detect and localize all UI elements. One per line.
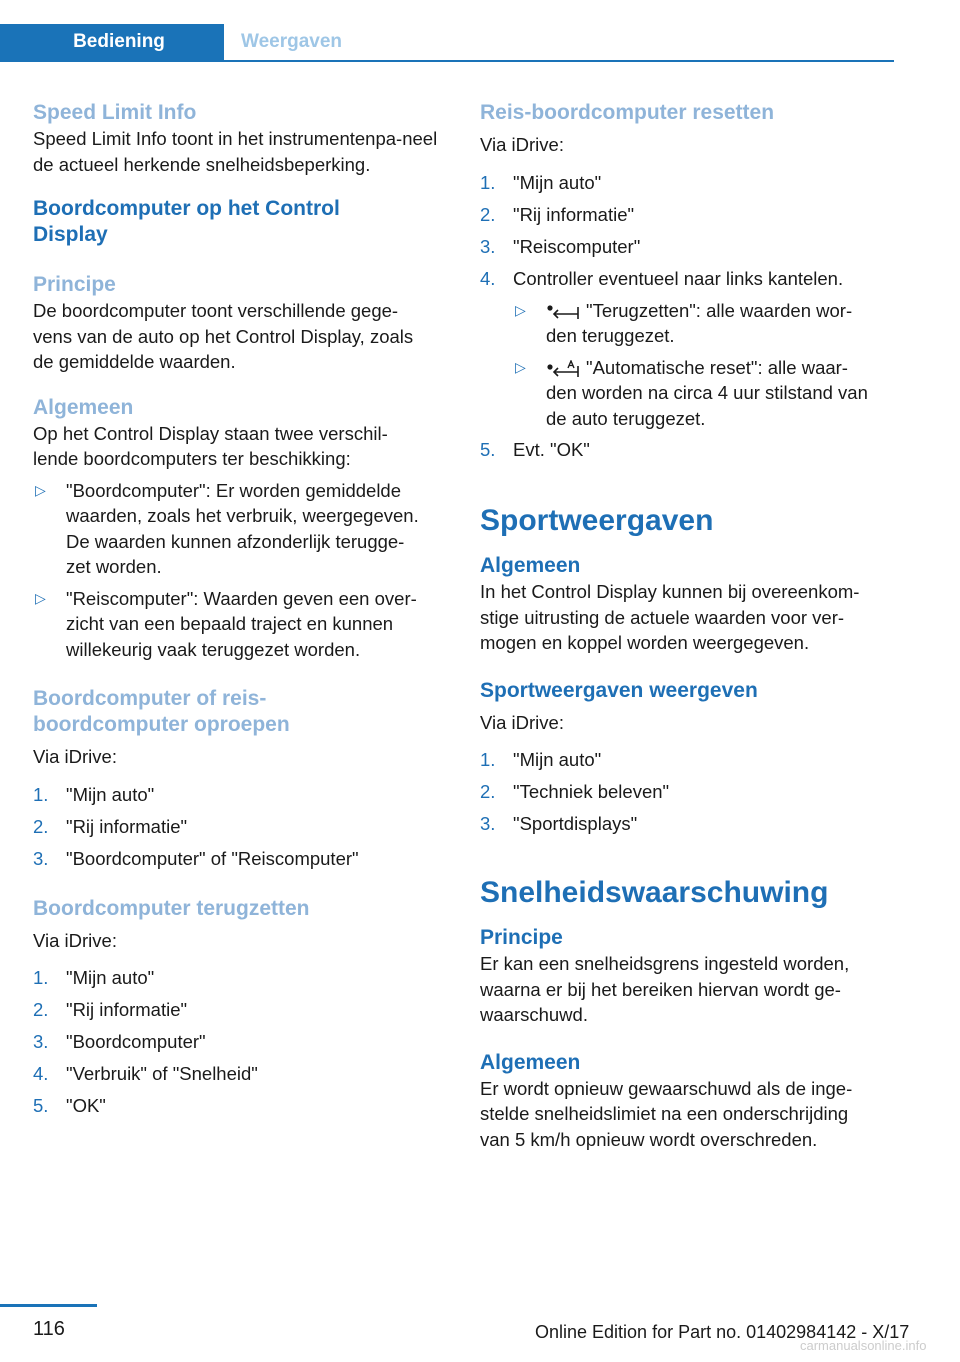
left-column <box>33 100 449 1125</box>
step-text: "Rij informatie" <box>66 999 188 1020</box>
oproepen-heading <box>33 686 449 738</box>
text-line: stelde snelheidslimiet na een onderschrijding <box>480 1103 849 1124</box>
list-item <box>480 202 896 228</box>
algemeen-heading: Algemeen <box>480 1050 581 1074</box>
reset-arrow-icon <box>546 304 580 320</box>
terugzetten-steps <box>33 965 449 1119</box>
list-item <box>33 1093 449 1119</box>
speed-limit-info-text <box>33 126 449 177</box>
step-number: 1. <box>33 967 49 988</box>
step-text: "Rij informatie" <box>513 203 635 225</box>
step-number: 3. <box>33 1031 49 1052</box>
list-item <box>33 846 449 872</box>
boordcomputer-bullet-list <box>33 478 449 663</box>
via-idrive-label: Via iDrive: <box>480 711 564 733</box>
list-item <box>33 586 449 663</box>
via-idrive-label: Via iDrive: <box>33 746 117 767</box>
bullet-line: de auto teruggezet. <box>546 407 706 429</box>
bullet-line: "Reiscomputer": Waarden geven een over- <box>66 587 417 609</box>
resetten-steps <box>480 170 896 292</box>
heading-line-2: Display <box>33 223 108 246</box>
footer-rule <box>0 1304 97 1307</box>
heading-line-2: boordcomputer oproepen <box>33 713 290 736</box>
algemeen-line-1: Op het Control Display staan twee verschil- <box>33 422 388 444</box>
bullet-line: den teruggezet. <box>546 325 675 346</box>
list-item <box>33 814 449 840</box>
step-text: "Rij informatie" <box>66 815 188 837</box>
bullet-line: den worden na circa 4 uur stilstand van <box>546 382 868 403</box>
principe-text <box>33 298 449 375</box>
list-item <box>480 779 896 805</box>
heading-line-1: Boordcomputer of reis- <box>33 687 267 710</box>
step-text: "Boordcomputer" of "Reiscomputer" <box>66 847 359 869</box>
resetten-sub-list <box>513 298 896 432</box>
step-number: 2. <box>33 815 49 837</box>
via-idrive-label: Via iDrive: <box>33 929 117 951</box>
list-item <box>33 997 449 1023</box>
bullet-line: zicht van een bepaald traject en kunnen <box>66 613 394 634</box>
snelheid-algemeen-text <box>480 1076 896 1153</box>
step-text: "Reiscomputer" <box>513 235 641 257</box>
snelheid-principe-text <box>480 951 896 1028</box>
text-line: In het Control Display kunnen bij overeenkom- <box>480 581 860 602</box>
triangle-bullet-icon: ▷ <box>515 358 526 375</box>
auto-reset-icon <box>546 360 580 378</box>
principe-heading: Principe <box>480 926 563 949</box>
step-text: "OK" <box>66 1095 106 1116</box>
sportweergaven-steps <box>480 747 896 837</box>
bullet-line: De waarden kunnen afzonderlijk terugge- <box>66 530 405 552</box>
principe-line-1: De boordcomputer toont verschillende gege- <box>33 300 399 321</box>
list-item <box>480 170 896 196</box>
step-text: Evt. "OK" <box>513 439 590 460</box>
step-text: "Mijn auto" <box>513 171 602 193</box>
step-text: "Sportdisplays" <box>513 813 638 834</box>
header-rule <box>0 60 894 62</box>
step-text: "Verbruik" of "Snelheid" <box>66 1063 258 1084</box>
principe-line-3: de gemiddelde waarden. <box>33 351 236 372</box>
tab-weergaven[interactable]: Weergaven <box>241 31 343 52</box>
algemeen-text <box>33 421 449 472</box>
speed-limit-info-text-span: Speed Limit Info toont in het instrumentenpa-neel de actueel herkende snelheidsbeperking. <box>33 128 438 175</box>
list-item <box>33 965 449 991</box>
list-item <box>480 234 896 260</box>
list-item <box>33 478 449 580</box>
text-line: stige uitrusting de actuele waarden voor ver- <box>480 606 845 628</box>
step-number: 3. <box>480 235 496 257</box>
list-item <box>513 298 896 349</box>
step-number: 4. <box>480 267 496 289</box>
step-number: 2. <box>33 999 49 1020</box>
via-idrive-label: Via iDrive: <box>480 134 564 155</box>
step-number: 1. <box>33 783 49 805</box>
step-text: "Boordcomputer" <box>66 1031 206 1052</box>
step-number: 5. <box>480 439 496 460</box>
algemeen-heading: Algemeen <box>480 554 581 577</box>
page-number: 116 <box>33 1318 65 1340</box>
text-line: Er wordt opnieuw gewaarschuwd als de inge- <box>480 1077 853 1099</box>
list-item <box>33 1061 449 1087</box>
list-item <box>480 266 896 292</box>
reis-boordcomputer-resetten-heading: Reis-boordcomputer resetten <box>480 101 775 124</box>
step-number: 1. <box>480 749 496 770</box>
step-text: "Mijn auto" <box>513 749 602 770</box>
step-number: 2. <box>480 781 496 802</box>
oproepen-steps <box>33 782 449 872</box>
speed-limit-info-heading: Speed Limit Info <box>33 101 197 124</box>
principe-heading: Principe <box>33 273 116 296</box>
sportweergaven-weergeven-heading: Sportweergaven weergeven <box>480 678 758 702</box>
text-line: van 5 km/h opnieuw wordt overschreden. <box>480 1128 818 1150</box>
header-tabs <box>0 24 894 62</box>
list-item <box>480 747 896 773</box>
sport-algemeen-text <box>480 579 896 656</box>
right-column <box>480 100 896 1152</box>
watermark: carmanualsonline.info <box>800 1338 927 1353</box>
list-item <box>480 437 896 463</box>
bullet-line: waarden, zoals het verbruik, weergegeven. <box>66 505 419 526</box>
step-number: 3. <box>33 847 49 869</box>
terugzetten-heading: Boordcomputer terugzetten <box>33 896 310 920</box>
triangle-bullet-icon: ▷ <box>35 481 46 498</box>
triangle-bullet-icon: ▷ <box>515 301 526 318</box>
step-text: "Mijn auto" <box>66 967 155 988</box>
step-number: 3. <box>480 813 496 834</box>
list-item <box>513 355 896 432</box>
step-text: "Mijn auto" <box>66 783 155 805</box>
algemeen-heading: Algemeen <box>33 395 134 419</box>
text-line: mogen en koppel worden weergegeven. <box>480 632 810 653</box>
resetten-step-5 <box>480 437 896 463</box>
text-line: waarschuwd. <box>480 1004 588 1025</box>
bullet-line: willekeurig vaak teruggezet worden. <box>66 638 361 660</box>
sportweergaven-heading: Sportweergaven <box>480 504 714 537</box>
algemeen-line-2: lende boordcomputers ter beschikking: <box>33 448 351 469</box>
tab-bediening[interactable]: Bediening <box>0 24 224 60</box>
step-text: Controller eventueel naar links kantelen. <box>513 267 844 289</box>
bullet-line: "Boordcomputer": Er worden gemiddelde <box>66 479 402 501</box>
list-item <box>33 782 449 808</box>
triangle-bullet-icon: ▷ <box>35 589 46 606</box>
list-item <box>33 1029 449 1055</box>
step-text: "Techniek beleven" <box>513 781 670 802</box>
bullet-line: zet worden. <box>66 556 162 577</box>
bullet-line: "Terugzetten": alle waarden wor- <box>586 299 853 321</box>
text-line: Er kan een snelheidsgrens ingesteld worden, <box>480 953 850 974</box>
text-line: waarna er bij het bereiken hiervan wordt ge- <box>480 978 841 1000</box>
snelheidswaarschuwing-heading: Snelheidswaarschuwing <box>480 876 829 909</box>
bullet-line: "Automatische reset": alle waar- <box>586 356 848 378</box>
step-number: 4. <box>33 1063 49 1084</box>
heading-line-1: Boordcomputer op het Control <box>33 197 340 220</box>
edition-text: Online Edition for Part no. 01402984142 - X/17 <box>535 1322 910 1342</box>
list-item <box>480 811 896 837</box>
step-number: 5. <box>33 1095 49 1116</box>
principe-line-2: vens van de auto op het Control Display, zoals <box>33 325 414 347</box>
boordcomputer-control-display-heading <box>33 196 449 248</box>
step-number: 1. <box>480 171 496 193</box>
step-number: 2. <box>480 203 496 225</box>
